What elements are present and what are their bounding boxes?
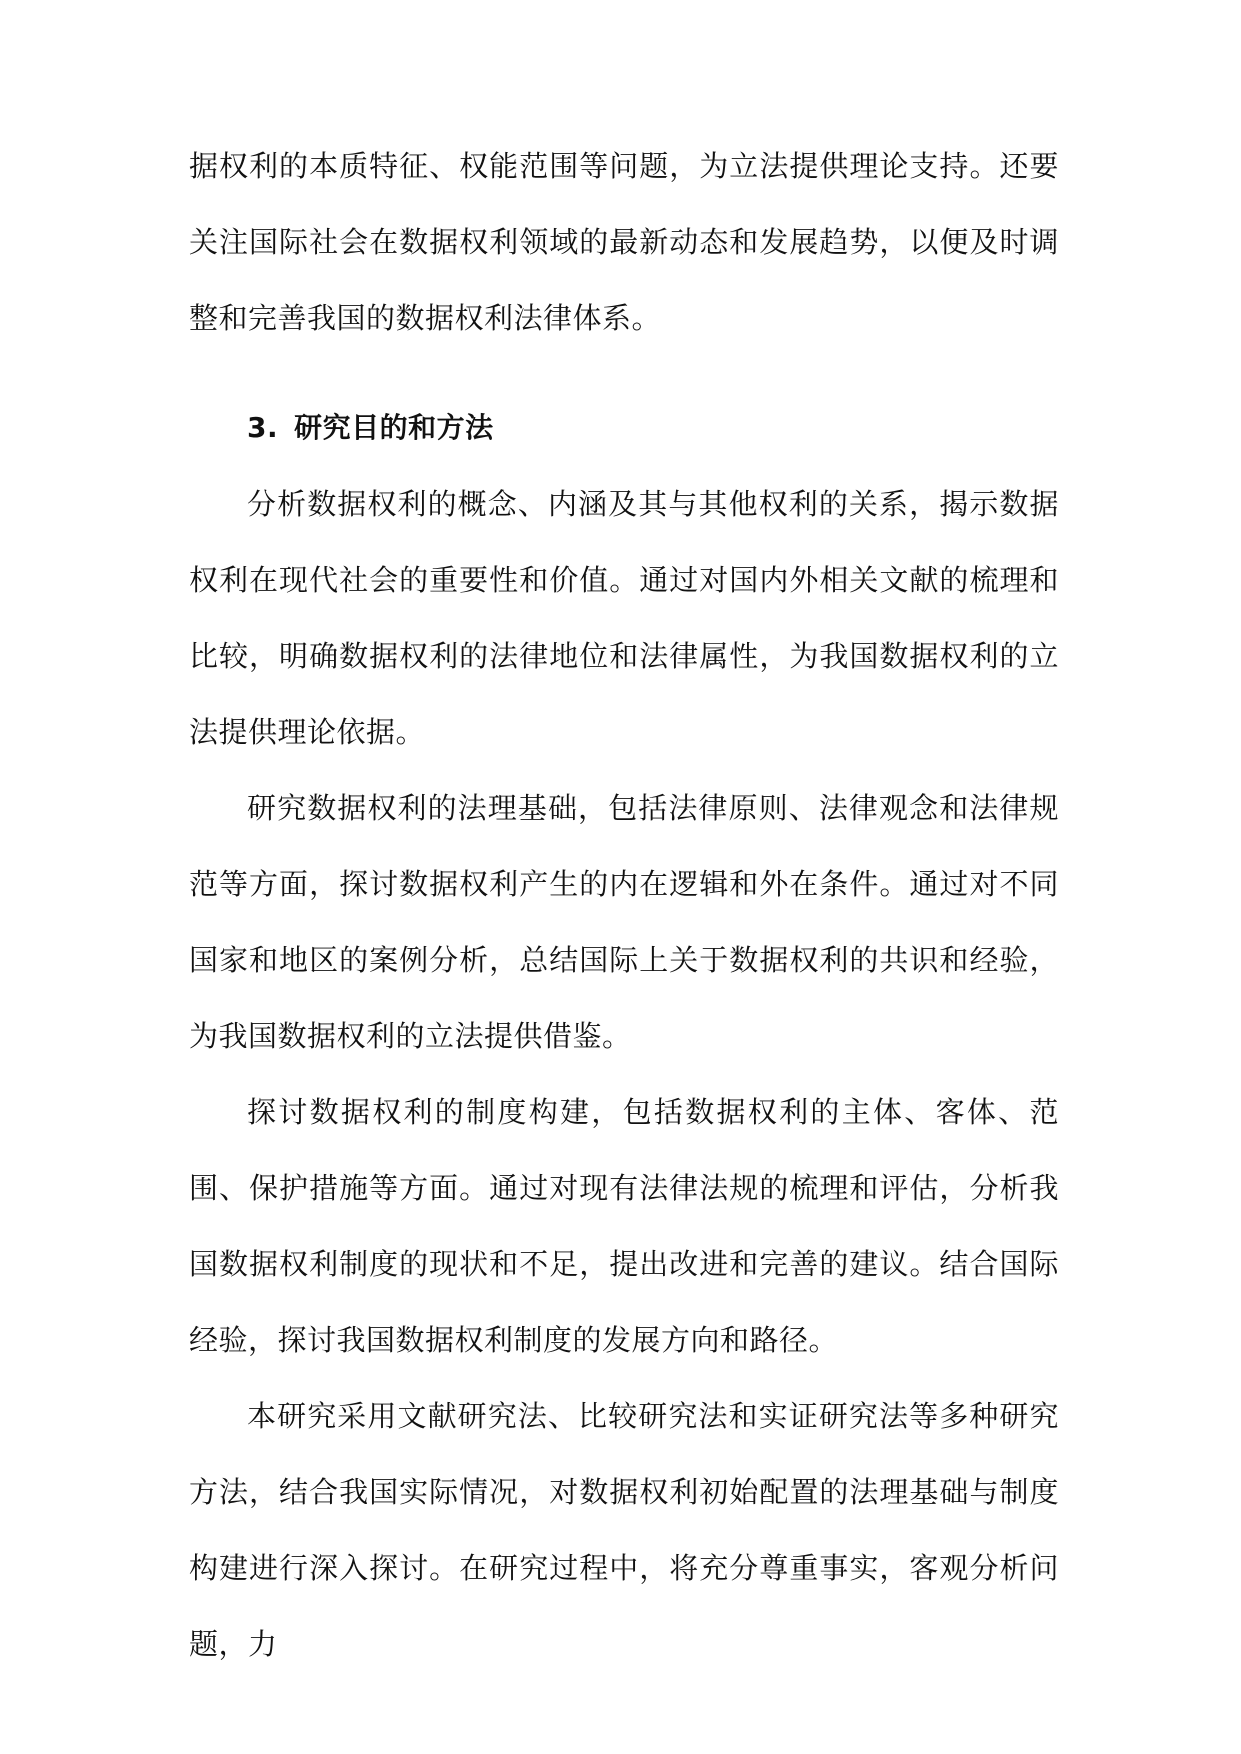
- document-body: [189, 128, 1059, 1682]
- intro-paragraph: 据权利的本质特征、权能范围等问题，为立法提供理论支持。还要关注国际社会在数据权利领域的最新动态和发展趋势，以便及时调整和完善我国的数据权利法律体系。: [189, 149, 1059, 335]
- section-heading: [189, 390, 1059, 466]
- section-number: 3.: [247, 411, 279, 444]
- paragraph-research-purpose: 分析数据权利的概念、内涵及其与其他权利的关系，揭示数据权利在现代社会的重要性和价值。通过对国内外相关文献的梳理和比较，明确数据权利的法律地位和法律属性，为我国数据权利的立法提供理论依据。: [189, 487, 1059, 749]
- paragraph-research-methods: 本研究采用文献研究法、比较研究法和实证研究法等多种研究方法，结合我国实际情况，对数据权利初始配置的法理基础与制度构建进行深入探讨。在研究过程中，将充分尊重事实，客观分析问题，力: [189, 1399, 1059, 1661]
- paragraph-legal-basis: 研究数据权利的法理基础，包括法律原则、法律观念和法律规范等方面，探讨数据权利产生的内在逻辑和外在条件。通过对不同国家和地区的案例分析，总结国际上关于数据权利的共识和经验，为我国数据权利的立法提供借鉴。: [189, 791, 1059, 1053]
- section-title: 研究目的和方法: [294, 411, 494, 444]
- paragraph-institutional-construction: 探讨数据权利的制度构建，包括数据权利的主体、客体、范围、保护措施等方面。通过对现有法律法规的梳理和评估，分析我国数据权利制度的现状和不足，提出改进和完善的建议。结合国际经验，探讨我国数据权利制度的发展方向和路径。: [189, 1095, 1059, 1357]
